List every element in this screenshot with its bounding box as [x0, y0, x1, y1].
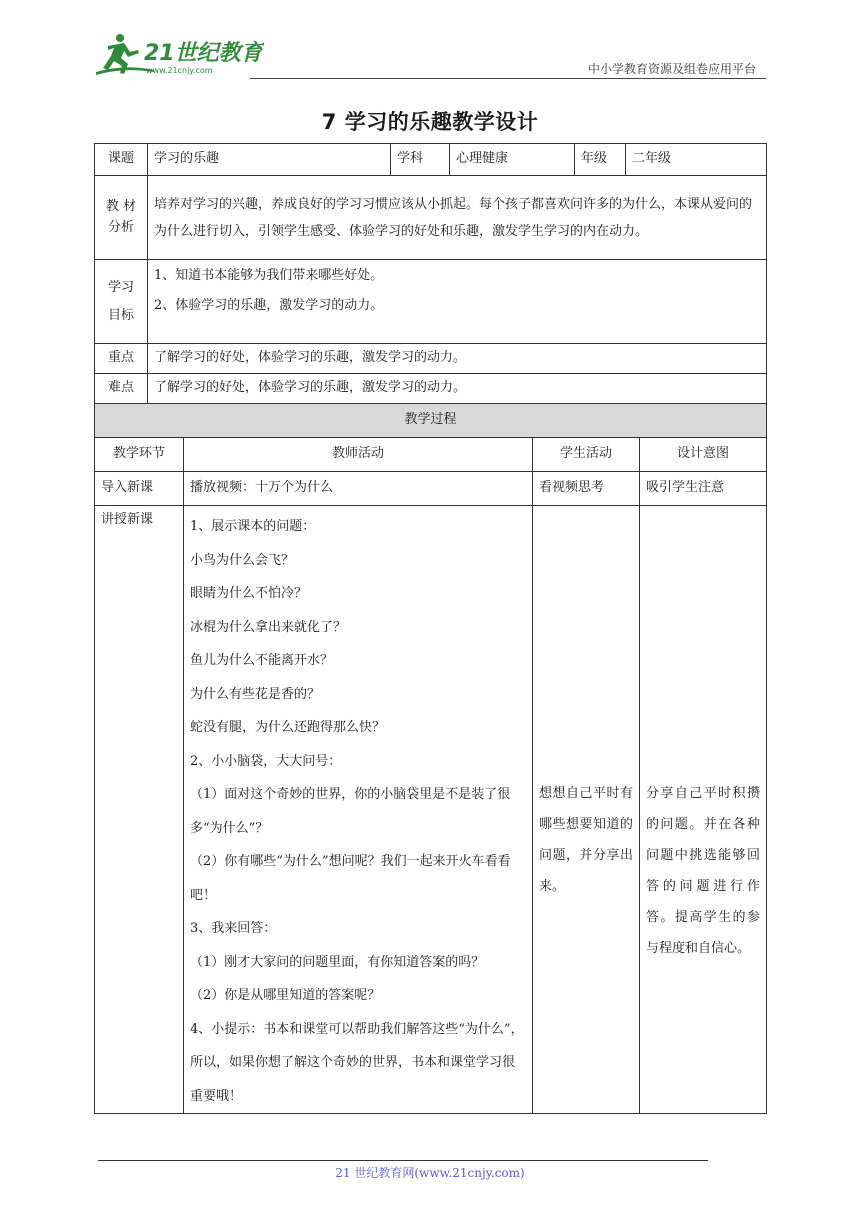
- table-row: [95, 374, 767, 404]
- table-row: [95, 344, 767, 374]
- table-row: [95, 438, 767, 472]
- column-header: 设计意图: [640, 438, 767, 472]
- intro-student: 看视频思考: [533, 472, 640, 506]
- process-heading: 教学过程: [95, 404, 767, 438]
- teacher-line: 为什么有些花是香的？: [190, 686, 321, 702]
- table-row: [95, 506, 767, 1114]
- teacher-line: 眼睛为什么不怕冷？: [190, 586, 308, 601]
- analysis-text: 培养对学习的兴趣，养成良好的学习习惯应该从小抓起。每个孩子都喜欢问许多的为什么，本课从爱问的为什么进行切入，引领学生感受、体验学习的好处和乐趣，激发学生学习的内在动力。: [148, 176, 767, 260]
- column-header: 学生活动: [533, 438, 640, 472]
- table-row: [95, 260, 767, 344]
- goal-item: 1、知道书本能够为我们带来哪些好处。: [154, 268, 384, 283]
- teacher-line: （2）你是从哪里知道的答案呢？: [190, 988, 381, 1003]
- process-table: [94, 403, 767, 1114]
- page-title: 7 学习的乐趣教学设计: [321, 110, 539, 134]
- info-table: [94, 143, 767, 404]
- column-header: 教学环节: [95, 438, 184, 472]
- intro-teacher: 播放视频：十万个为什么: [184, 472, 533, 506]
- footer-link[interactable]: 21 世纪教育网(www.21cnjy.com): [335, 1166, 525, 1180]
- footer-divider: [98, 1160, 708, 1161]
- column-header: 教师活动: [184, 438, 533, 472]
- teacher-line: 3、我来回答：: [190, 921, 277, 936]
- key-point-text: 了解学习的好处，体验学习的乐趣，激发学习的动力。: [148, 344, 767, 374]
- svg-text:21世纪教育: 21世纪教育: [144, 41, 263, 66]
- teacher-line: 蛇没有腿，为什么还跑得那么快？: [190, 720, 386, 735]
- table-row: [95, 176, 767, 260]
- grade-label: 年级: [575, 144, 626, 176]
- goals-label: 学习 目标: [95, 260, 148, 344]
- header-divider: [250, 78, 766, 79]
- analysis-label: 教 材 分析: [95, 176, 148, 260]
- subject-value: 心理健康: [450, 144, 575, 176]
- page-header: [0, 0, 860, 80]
- teacher-line: 鱼儿为什么不能离开水？: [190, 653, 334, 668]
- difficulty-label: 难点: [95, 374, 148, 404]
- table-row: [95, 404, 767, 438]
- teacher-line: （1）刚才大家问的问题里面，有你知道答案的吗？: [190, 954, 485, 970]
- difficulty-text: 了解学习的好处，体验学习的乐趣，激发学习的动力。: [148, 374, 767, 404]
- teacher-line: （2）你有哪些“为什么”想问呢？我们一起来开火车看看吧！: [190, 854, 511, 903]
- logo-icon: [94, 30, 264, 80]
- intro-stage: 导入新课: [95, 472, 184, 506]
- teacher-line: （1）面对这个奇妙的世界，你的小脑袋里是不是装了很多“为什么”？: [190, 787, 511, 836]
- teacher-line: 4、小提示：书本和课堂可以帮助我们解答这些“为什么”，所以，如果你想了解这个奇妙的世界，书本和课堂学习很重要哦！: [190, 1021, 524, 1104]
- topic-value: 学习的乐趣: [148, 144, 391, 176]
- teacher-line: 2、小小脑袋，大大问号：: [190, 753, 342, 769]
- svg-text:www.21cnjy.com: www.21cnjy.com: [146, 66, 213, 75]
- main-stage: 讲授新课: [95, 506, 184, 1114]
- topic-label: 课题: [95, 144, 148, 176]
- table-row: [95, 472, 767, 506]
- teacher-line: 小鸟为什么会飞？: [190, 552, 295, 568]
- goals-list: [148, 260, 767, 344]
- main-student: 想想自己平时有哪些想要知道的问题，并分享出来。: [533, 506, 640, 1114]
- table-row: [95, 144, 767, 176]
- teacher-line: 冰棍为什么拿出来就化了？: [190, 619, 347, 635]
- goal-item: 2、体验学习的乐趣，激发学习的动力。: [154, 298, 384, 313]
- grade-value: 二年级: [626, 144, 767, 176]
- main-teacher: [184, 506, 533, 1114]
- intro-intent: 吸引学生注意: [640, 472, 767, 506]
- teacher-line: 1、展示课本的问题：: [190, 519, 316, 534]
- platform-name: 中小学教育资源及组卷应用平台: [587, 62, 756, 76]
- subject-label: 学科: [391, 144, 450, 176]
- main-intent: 分享自己平时积攒的问题。并在各种问题中挑选能够回答的问题进行作答。提高学生的参与程度和自信心。: [640, 506, 767, 1114]
- key-point-label: 重点: [95, 344, 148, 374]
